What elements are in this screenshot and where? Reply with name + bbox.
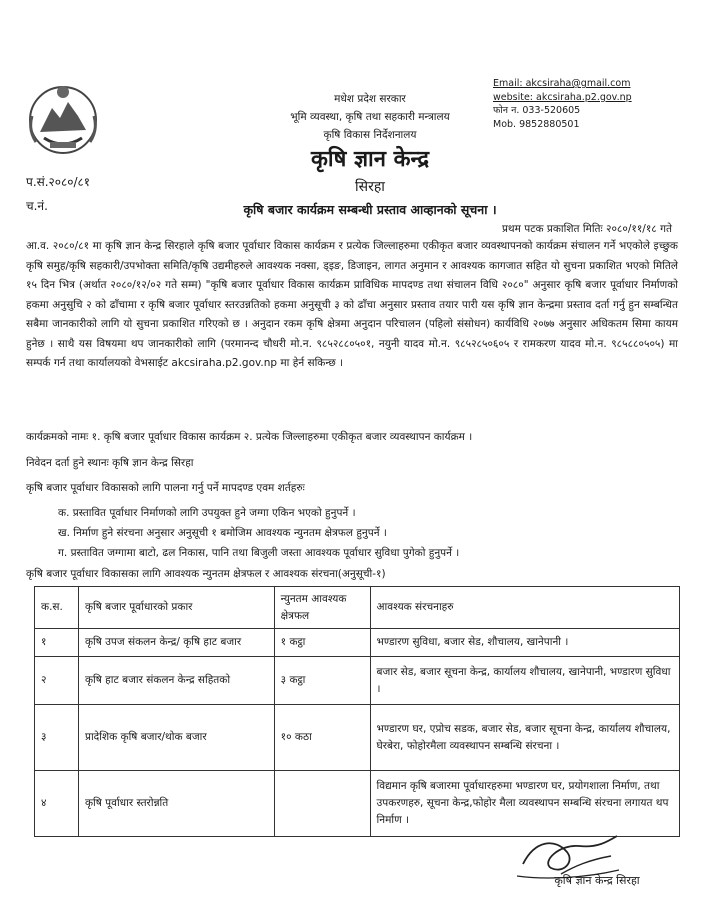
table-cell: कृषि हाट बजार संकलन केन्द्र सहितको [78,657,274,705]
criterion-item: ख. निर्माण हुने संरचना अनुसार अनुसूची १ बमोजिम आवश्यक न्युनतम क्षेत्रफल हुनुपर्ने । [58,527,387,539]
header-cell: कृषि बजार पूर्वाधारको प्रकार [78,587,274,629]
table-cell: कृषि पूर्वाधार स्तरोन्नति [78,771,274,837]
issuing-authority [250,90,490,144]
contact-block [493,77,693,131]
table-cell: ३ कट्ठा [274,657,370,705]
table-cell: बजार सेड, बजार सूचना केन्द्र, कार्यालय शौचालय, खानेपानी, भण्डारण सुविधा । [370,657,679,705]
table-cell: भण्डारण घर, एप्रोच सडक, बजार सेड, बजार सूचना केन्द्र, कार्यालय शौचालय, घेरबेरा, फोहोरमैला व्यवस्थापन सम्बन्धि संरचना । [370,705,679,771]
table-cell: २ [35,657,79,705]
header-cell: आवश्यक संरचनाहरु [370,587,679,629]
website-link[interactable]: website: akcsiraha.p2.gov.np [493,91,632,103]
table-cell: प्रादेशिक कृषि बजार/थोक बजार [78,705,274,771]
published-date: प्रथम पटक प्रकाशित मितिः २०८०/११/१८ गते [501,223,672,235]
mobile-number: Mob. 9852880501 [493,118,580,130]
notice-body: आ.व. २०८०/८१ मा कृषि ज्ञान केन्द्र सिरहाले कृषि बजार पूर्वाधार विकास कार्यक्रम र प्रत्येक जिल्लाहरुमा एकीकृत बजार व्यवस्थापनको कार्यक्रम संचालन गर्ने भएकोले इच्छुक कृषि समुह/कृषि सहकारी/उपभोक्ता समिति/कृषि उद्यमीहरुले आवश्यक नक्सा, ड्इङ, डिजाइन, लागत अनुमान र आवश्यक कागजात सहित यो सुचना प्रकाशित भएको मितिले १५ दिन भित्र (अर्थात २०८०/१२/०२ गते सम्म) "कृषि बजार पूर्वाधार विकास कार्यक्रम प्राविधिक मापदण्ड तथा संचालन विधि २०८०" अनुसार कृषि बजार पूर्वाधार निर्माणको हकमा अनुसुचि २ को ढाँचामा र कृषि बजार पूर्वाधार स्तरउन्नतिको हकमा अनुसूची ३ को ढाँचा अनुसार प्रस्ताव तयार पारी यस कृषि ज्ञान केन्द्रमा प्रस्ताव दर्ता गर्नु हुन सम्बन्धित सबैमा जानकारीको लागि यो सुचना प्रकाशित गरिएको छ । अनुदान रकम कृषि क्षेत्रमा अनुदान परिचालन (पहिलो संसोधन) कार्यविधि २०७७ अनुसार अधिकतम सिमा कायम हुनेछ । साथै यस विषयमा थप जानकारीको लागि (परमानन्द चौधरी मो.न. ९८५२८८०५०१, नयुनी यादव मो.न. ९८५२८५०६०५ र रामकरण यादव मो.न. ९८५८८०५०५) मा सम्पर्क गर्न तथा कार्यालयको वेभसाईट akcsiraha.p2.gov.np मा हेर्न सकिन्छ । [26,240,678,369]
province-government: मधेश प्रदेश सरकार [334,93,406,105]
nepal-government-emblem-icon [22,78,104,158]
ministry-name: भूमि व्यवस्था, कृषि तथा सहकारी मन्त्रालय [290,111,450,123]
criterion-item: ग. प्रस्तावित जग्गामा बाटो, ढल निकास, पानि तथा बिजुली जस्ता आवश्यक पूर्वाधार सुविधा पुगेको हुनुपर्ने । [58,547,460,559]
requirements-table [34,586,680,837]
table-cell: कृषि उपज संकलन केन्द्र/ कृषि हाट बजार [78,629,274,657]
email-link[interactable]: Email: akcsiraha@gmail.com [493,78,631,89]
phone-number: फोन न. 033-520605 [493,105,581,116]
reference-number: प.सं.२०८०/८१ [26,175,91,189]
table-cell: विद्यमान कृषि बजारमा पूर्वाधारहरुमा भण्डारण घर, प्रयोगशाला निर्माण, तथा उपकरणहरु, सूचना केन्द्र,फोहोर मैला व्यवस्थापन सम्बन्धि संरचना लगायत थप निर्माण । [370,771,679,837]
table-row [35,629,680,657]
table-cell [274,771,370,837]
table-cell: १ कट्ठा [274,629,370,657]
table-cell: १० कठा [274,705,370,771]
table-cell: ३ [35,705,79,771]
office-name: कृषि ज्ञान केन्द्र [310,147,429,172]
criteria-heading: कृषि बजार पूर्वाधार विकासको लागि पालना गर्नु पर्ने मापदण्ड एवम शर्तहरुः [26,482,305,494]
submission-place: निवेदन दर्ता हुने स्थानः कृषि ज्ञान केन्द्र सिरहा [26,457,194,469]
table-header-row [35,587,680,629]
header-cell: क.स. [35,587,79,629]
directorate-name: कृषि विकास निर्देशनालय [323,129,417,141]
table-row [35,771,680,837]
table-row [35,705,680,771]
dispatch-number: च.नं. [26,199,48,213]
program-names: कार्यक्रमको नामः १. कृषि बजार पूर्वाधार विकास कार्यक्रम २. प्रत्येक जिल्लाहरुमा एकीकृत बजार व्यवस्थापन कार्यक्रम । [26,431,473,443]
table-row [35,657,680,705]
signatory-office: कृषि ज्ञान केन्द्र सिरहा [554,874,640,887]
criterion-item: क. प्रस्तावित पूर्वाधार निर्माणको लागि उपयुक्त हुने जग्गा एकिन भएको हुनुपर्ने । [58,507,356,519]
header-cell: न्युनतम आवश्यक क्षेत्रफल [274,587,370,629]
table-cell: ४ [35,771,79,837]
office-city: सिरहा [355,179,385,195]
table-caption: कृषि बजार पूर्वाधार विकासका लागि आवश्यक न्युनतम क्षेत्रफल र आवश्यक संरचना(अनुसूची-१) [26,568,386,580]
notice-subject: कृषि बजार कार्यक्रम सम्बन्धी प्रस्ताव आव्हानको सूचना । [243,202,497,217]
table-cell: भण्डारण सुविधा, बजार सेड, शौचालय, खानेपानी । [370,629,679,657]
table-cell: १ [35,629,79,657]
